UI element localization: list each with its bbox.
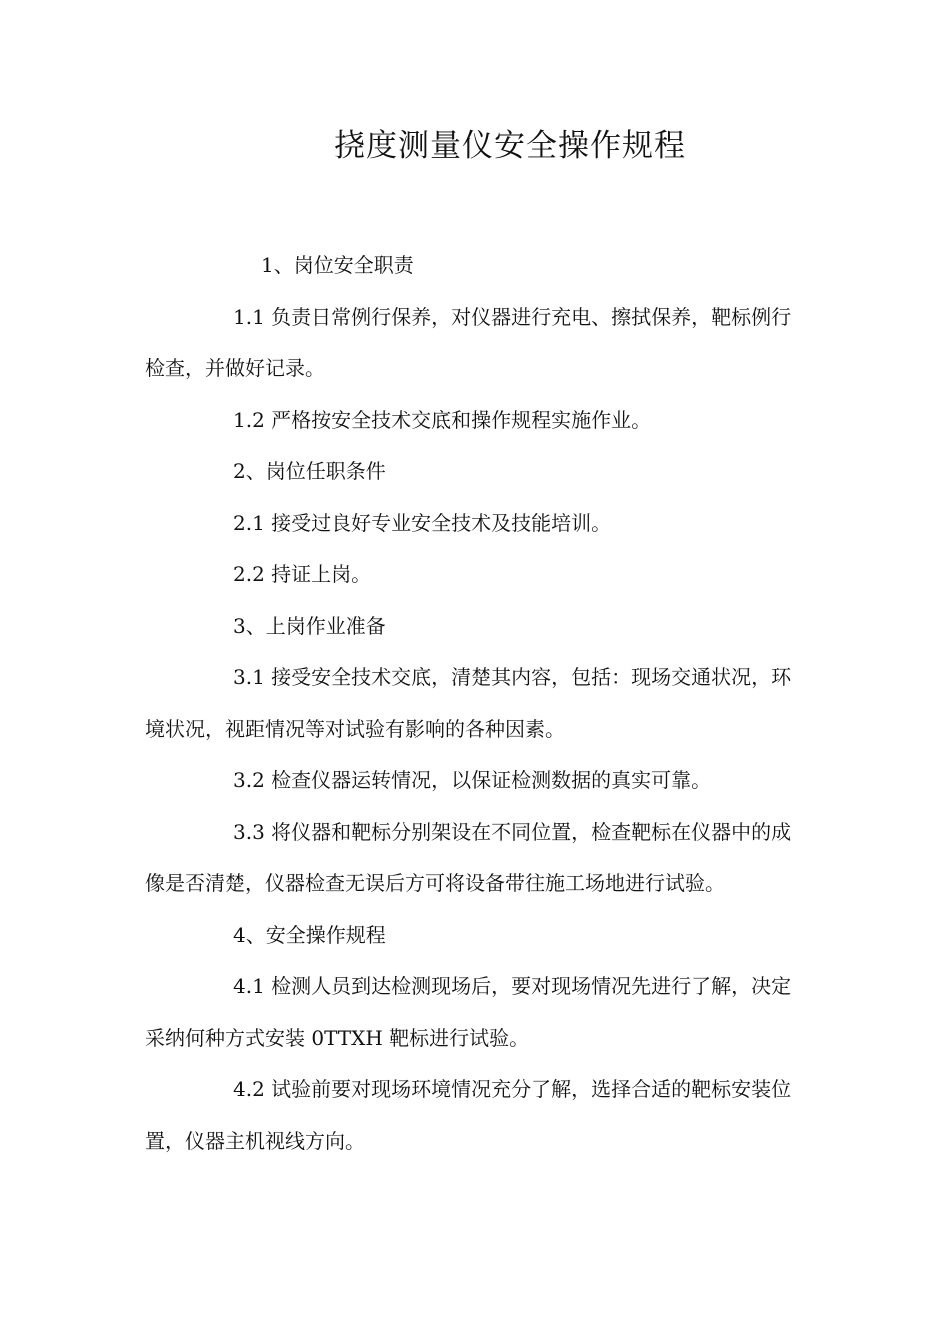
paragraph-2-1: 2.1 接受过良好专业安全技术及技能培训。	[233, 510, 612, 535]
paragraph-4-2: 4.2 试验前要对现场环境情况充分了解，选择合适的靶标安装位置，仪器主机视线方向。	[145, 1077, 792, 1153]
paragraph-3-3: 3.3 将仪器和靶标分别架设在不同位置，检查靶标在仪器中的成像是否清楚，仪器检查无误后方可将设备带往施工场地进行试验。	[145, 819, 792, 895]
section-heading-1: 1、岗位安全职责	[261, 253, 414, 277]
document-body	[145, 240, 805, 1167]
paragraph-3-1: 3.1 接受安全技术交底，清楚其内容，包括：现场交通状况，环境状况，视距情况等对试验有影响的各种因素。	[145, 665, 792, 741]
section-heading-3: 3、上岗作业准备	[233, 613, 386, 638]
paragraph-3-2: 3.2 检查仪器运转情况，以保证检测数据的真实可靠。	[233, 768, 712, 792]
paragraph-4-1: 4.1 检测人员到达检测现场后，要对现场情况先进行了解，决定采纳何种方式安装 0TTXH 靶标进行试验。	[145, 974, 792, 1050]
document-title: 挠度测量仪安全操作规程	[334, 128, 686, 164]
paragraph-1-1: 1.1 负责日常例行保养，对仪器进行充电、擦拭保养，靶标例行检查，并做好记录。	[145, 304, 792, 380]
section-heading-4: 4、安全操作规程	[233, 922, 386, 947]
paragraph-2-2: 2.2 持证上岗。	[233, 562, 372, 586]
paragraph-1-2: 1.2 严格按安全技术交底和操作规程实施作业。	[233, 407, 652, 432]
section-heading-2: 2、岗位任职条件	[233, 459, 386, 483]
